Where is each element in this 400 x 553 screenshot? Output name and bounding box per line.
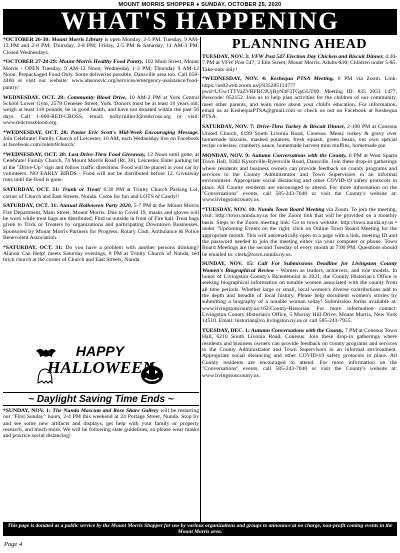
- event-title: Drive-Thru Turkey & Biscuit Dinner,: [254, 124, 346, 131]
- event-title: Mount Morris Library: [50, 37, 104, 43]
- event-title: Annual Halloween Party 2020,: [58, 203, 133, 210]
- daylight-saving-banner: ~ Daylight Saving Time Ends ~: [3, 392, 199, 406]
- event-date: SUNDAY, NOV. 15:: [202, 261, 254, 268]
- event-description: 6 PM via Zoom. Link: https://us02web.zoom.us/j/83528511477?pwd=UGw1TTVaZVRFRC9UjByN3F3TGpGUT09. Meeting ID: 835 2851 1477, Passcode: 052152. Join us to help plan activities for the children of our community, meet other parents, and learn more about your child's education. For information, email us at KeshequaPTSA@gmail.com or check us out on Facebook at Keshequa PTSA.: [202, 76, 397, 121]
- event-title: Mount Morris Healthy Food Pantry,: [57, 59, 144, 66]
- event-description: via Zoom. To join the meeting, visit: http://town.nunda.ny.us for the Zoom link that will be provided on a monthly basis. Steps to the Zoom meeting link: Go to town website: http://town.nunda.ny.us • under "Upcoming Events on the right, click on Online Town Board Meeting for the appropriate month. This will automatically open to a page with a link, meeting ID and the password needed to join the meeting either via your computer or phone. Town Board Meetings are the second Tuesday of every month at 7:00 PM. Questions should be emailed to: clerk@town.nunda.ny.us.: [202, 207, 397, 258]
- event-entry: [3, 59, 199, 91]
- event-entry: [202, 76, 397, 120]
- event-date: *WEDNESDAY, OCT. 28:: [3, 129, 69, 136]
- event-description: - Women as leaders, achievers, and role models. In honor of Livingston County's Bicentennial in 2021, the County Historian's Office is seeking biographical information on notable women associated with the county from all time periods. Whether large or small, local women's diverse contributions add to the depth and breadth of local history. Please help document women's stories by submitting a biography of a notable woman today! Submission forms available at: www.livingstoncounty.us/162/County-Historian. For more information contact: Livingston County Historian's Office, 5 Murray Hill Drive, Mount Morris, New York 14510. Email: historian@co.livingston.ny.us or call 585-243-7955.: [202, 267, 397, 325]
- event-entry: [202, 328, 397, 379]
- event-entry: [202, 124, 397, 149]
- event-entry: [3, 245, 199, 264]
- event-list-left-lower: [3, 408, 199, 440]
- event-title: Autumn Conversations with the County,: [249, 152, 347, 159]
- event-entry: [3, 187, 199, 200]
- event-description: Do you have a problem with another persons drinking? Alanon Can Help! meets Saturday evenings, 8 PM at Trinity Church of Nunda, red brick church at the corner of Church and East Streets, Nunda.: [3, 244, 199, 264]
- event-date: *SUNDAY, NOV. 1:: [3, 408, 51, 414]
- event-description: is open Monday, 2-5 PM, Tuesday, 9 AM-12 PM and 2-8 PM; Thursday, 2-8 PM; Friday, 2-5 PM & Saturday, 11 AM-3 PM. Closed Wednesdays.: [3, 37, 199, 56]
- left-column-lower: [3, 408, 199, 506]
- event-title: Keshequa PTSA Meeting,: [266, 76, 335, 83]
- publication-header: MOUNT MORRIS SHOPPER ♦ SUNDAY, OCTOBER 25, 2020: [118, 2, 282, 8]
- bat-icon: [36, 349, 56, 357]
- event-description: Join Celebrate! Family Church of Leicester, 10 AM, each Wednesday live on Facebook at facebook.com/celebr8church/.: [3, 135, 199, 149]
- event-date: TUESDAY, DEC. 1:: [202, 328, 250, 335]
- right-column: [202, 37, 397, 532]
- event-title: Nunda Town Board Meeting: [255, 207, 325, 214]
- event-date: WEDNESDAY, OCT. 28:: [3, 94, 65, 101]
- event-entry: [202, 54, 397, 73]
- event-description: 7 PM at Conesus Town Hall, 6210 South Livonia Road, Conesus. Join these drop-in gatherings where residents and business owners can provide feedback on county programs and services to the County Administrator and Town Supervisors in an informal environment. Appropriate social distancing and other COVID-19 safety protocols in place. All County residents are encouraged to attend. For more information on the "Conversations" events, call 585-243-7040 or visit the County's website at: www.livingstoncounty.us.: [202, 328, 397, 379]
- event-date: *OCTOBER 27-28-29:: [3, 59, 58, 66]
- event-title: Call For Submissions Deadline for Livingston County Women's Biographical Review: [202, 261, 397, 274]
- event-description: 4:30-7 PM at VFW Post 547, 3 Elm Street, Mount Morris. Adults-$10; Children under 5-$5. Take-outs only!: [202, 54, 397, 73]
- halloween-text: HALLOWEEN: [47, 358, 155, 377]
- event-description: 6:30 PM at Trinity Church Parking Lot, corner of Church and East Streets, Nunda. Come for fun and LOTS of Candy!!: [3, 187, 199, 200]
- event-entry: [3, 408, 199, 440]
- event-title: Pastor Eric Scott's Mid-Week Encouraging Message.: [68, 129, 199, 136]
- event-description: 12 Noon until gone, at Celebrate! Family Church, 74 Mount Morris Road (Rt. 36), Leicester. Enter parking lot at the "Drive-Up" sign and follow traffic directions. Food will be placed in your car by volunteers. NO EARLY BIRDS - Food will not be distributed before 12. Giveaway runs until the food is gone.: [3, 152, 199, 184]
- event-title: Autumn Conversations with the County,: [249, 328, 344, 335]
- event-date: *SATURDAY, OCT. 31:: [3, 244, 63, 251]
- event-description: 5-7 PM at the Mount Morris Fire Department, Main Street, Mount Morris. Due to Covid 19, masks and gloves will be worn while treat bags are distributed. Find us outside in front of Fire hall. Treat bags given to Trick or Treaters by organizations and participating Downtown Businesses. Sponsored by Mount Morris Partners for Progress, Rotary Club, Ambulance & Police Benevolent Association.: [3, 203, 199, 241]
- page-number: Page 4: [4, 541, 23, 548]
- event-description: 10 AM-2 PM at York Central School Lower Gym, 2578 Genesee Street, York. Donors must be at least 16 years old, weigh at least 110 pounds, be in good health, and have not donated within the past 56 days. Call 1-800-RED-CROSS, email: holly.miller3@redcross.org or visit: www.redcrossblood.org.: [3, 94, 199, 126]
- column-divider: [200, 37, 201, 532]
- event-list-left: [3, 37, 199, 264]
- event-list-right: [202, 54, 397, 379]
- event-date: *WEDNESDAY, OCT. 28:: [3, 152, 67, 159]
- event-entry: [3, 130, 199, 149]
- footer-notice: This page is donated as a public service by the Mount Morris Shopper for use by various organizations and groups to announce at no charge, non-profit coming events in the Mount Morris area.: [3, 522, 397, 536]
- event-date: SATURDAY, OCT. 31:: [3, 203, 59, 210]
- event-date: TUESDAY, NOV. 3:: [202, 54, 250, 60]
- event-description: 6 PM at West Sparta Town Hall, 8302 Kysorville-Byersville Road, Dansville. Join these drop-in gatherings where residents and business owners can provide feedback on county programs and services to the County Administrator and Town Supervisors in an informal environment. Appropriate social distancing and other COVID-19 safety protocols in place. All County residents are encouraged to attend. For more information on the "Conversations" events, call 585-243-7040 or visit the County's website at: www.livingstoncounty.us.: [202, 152, 397, 204]
- event-entry: [3, 152, 199, 184]
- event-title: Trunk or Treat!: [59, 187, 101, 194]
- event-entry: [3, 203, 199, 241]
- planning-ahead-heading: PLANNING AHEAD: [232, 37, 367, 52]
- event-entry: [202, 261, 397, 324]
- event-title: VFW Post 547 Election Day Chicken and Biscuit Dinner,: [249, 54, 384, 60]
- halloween-happy-text: HAPPY: [75, 343, 125, 359]
- event-date: *TUESDAY, NOV. 10:: [202, 207, 256, 214]
- event-entry: [3, 95, 199, 127]
- event-date: SATURDAY, NOV. 7:: [202, 124, 255, 131]
- event-date: SATURDAY, OCT. 31:: [3, 187, 60, 194]
- event-date: *WEDNESDAY, NOV. 4:: [202, 76, 267, 83]
- event-entry: [202, 207, 397, 258]
- page-title-banner: WHAT'S HAPPENING: [3, 9, 397, 35]
- event-title: The Nunda Mascum and Rose Share Gallery: [50, 408, 159, 414]
- event-entry: [202, 153, 397, 204]
- event-title: Community Blood Drive,: [64, 94, 127, 101]
- event-date: MONDAY, NOV. 9:: [202, 152, 250, 159]
- event-title: Last Drive-Thru Food Giveaway,: [66, 152, 146, 159]
- event-description: 102 Main Street, Mount Morris - OPEN Tuesday, 9 AM-12 Noon; Wednesday 1-3 PM; Thursday 9 AM-12 Noon. Prepackaged Food Only. Some deliveries possible, Dansville area too. Call 658-4466 or visit our website: www.absonsvlc.org/services/emergency-assistance/food-pantry/: [3, 59, 199, 91]
- event-description: will be restarting our "First Sunday" hours, 2-4 PM this weekend at 24 Portage Street, Nunda. Stop by and see some new artifacts and displays, get help with your family or property research, and much more. We will be following state guidelines, so please wear masks and practice social distancing!: [3, 408, 199, 440]
- event-entry: [3, 37, 199, 56]
- event-description: 2-100 PM at Conesus United Church, 6199 South Livonia Road, Conesus. Menu: turkey & gravy over homemade biscuits, mashed potatoes, fresh squash, green beans, our own special recipe coleslaw, cranberry sauce, homemade harvest mini muffins, homemade pie.: [202, 124, 397, 150]
- event-date: *OCTOBER 26-30:: [3, 37, 51, 43]
